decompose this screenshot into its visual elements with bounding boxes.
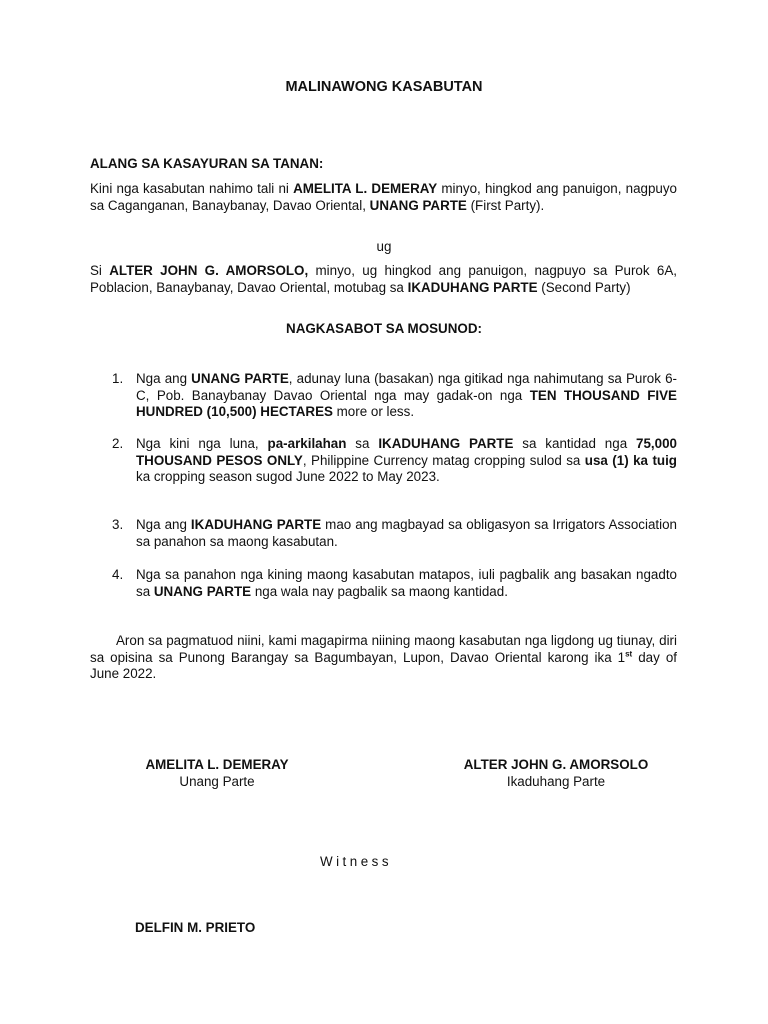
list-item-text	[136, 517, 677, 550]
text-span: mao ang magbayad sa obligasyon sa Irrigators Association sa panahon sa maong kasabutan.	[136, 517, 677, 549]
party2-text-1: Si	[90, 263, 110, 278]
agreement-heading: NAGKASABOT SA MOSUNOD:	[286, 321, 482, 336]
text-span: Nga kini nga luna,	[136, 436, 268, 451]
text-span: ka cropping season sugod June 2022 to May 2023.	[136, 469, 440, 484]
bold-span: usa (1) ka tuig	[584, 452, 677, 468]
signature-block-first-party	[117, 757, 317, 790]
document-title: MALINAWONG KASABUTAN	[285, 79, 483, 95]
text-span: Nga ang	[136, 517, 191, 532]
list-item	[112, 371, 677, 421]
bold-span: IKADUHANG PARTE	[190, 517, 322, 532]
text-span: more or less.	[332, 404, 415, 419]
signature-block-second-party	[436, 757, 676, 790]
signatory-name: AMELITA L. DEMERAY	[145, 757, 289, 772]
signatory-role: Unang Parte	[179, 773, 255, 789]
second-party-role: IKADUHANG PARTE	[407, 279, 538, 295]
bold-span: 75,000 THOUSAND PESOS ONLY	[136, 436, 677, 468]
text-span: sa	[346, 436, 379, 451]
signatory-name: ALTER JOHN G. AMORSOLO	[463, 757, 649, 772]
salutation: ALANG SA KASAYURAN SA TANAN:	[90, 156, 324, 171]
list-item	[112, 567, 677, 600]
closing-text-2: day of June 2022.	[90, 649, 678, 681]
text-span: sa kantidad nga	[513, 436, 637, 451]
list-item-number: 2.	[112, 436, 124, 451]
list-item-number: 1.	[112, 371, 124, 386]
list-item-number: 4.	[112, 567, 124, 582]
bold-span: pa-arkilahan	[267, 436, 347, 451]
text-span: Nga ang	[136, 371, 192, 386]
text-span: nga wala nay pagbalik sa maong kantidad.	[251, 583, 508, 599]
text-span: , adunay luna (basakan) nga gitikad nga nahimutang sa Purok 6-C, Pob. Banaybanay Davao Oriental nga may gadak-on nga	[136, 371, 677, 403]
conjunction-ug	[0, 239, 768, 256]
first-party-role: UNANG PARTE	[369, 197, 467, 213]
witness-label: Witness	[319, 854, 393, 869]
ug-text: ug	[376, 239, 392, 254]
second-party-paragraph	[90, 263, 677, 296]
list-item-text	[136, 371, 677, 421]
witness-name: DELFIN M. PRIETO	[135, 920, 256, 935]
party1-text-3: (First Party).	[466, 197, 545, 213]
ordinal-suffix: st	[625, 649, 633, 659]
signatory-role: Ikaduhang Parte	[506, 773, 606, 789]
list-item-text	[136, 436, 677, 486]
list-item-number: 3.	[112, 517, 124, 532]
closing-text-1: Aron sa pagmatuod niini, kami magapirma niining maong kasabutan nga ligdong ug tiunay, diri sa opisina sa Punong Barangay sa Bagumbayan, Lupon, Davao Oriental karong ika 1	[90, 633, 677, 665]
bold-span: IKADUHANG PARTE	[378, 436, 514, 451]
text-span: , Philippine Currency matag cropping sulod sa	[302, 452, 585, 468]
first-party-name: AMELITA L. DEMERAY	[293, 181, 438, 196]
bold-span: UNANG PARTE	[153, 583, 252, 599]
closing-paragraph	[90, 633, 677, 683]
list-item-text	[136, 567, 677, 600]
list-item	[112, 517, 677, 550]
text-span: Nga sa panahon nga kining maong kasabutan matapos, iuli pagbalik ang basakan ngadto sa	[136, 567, 677, 599]
list-item	[112, 436, 677, 486]
bold-span: TEN THOUSAND FIVE HUNDRED (10,500) HECTARES	[136, 387, 677, 419]
first-party-paragraph	[90, 181, 677, 214]
party1-text-1: Kini nga kasabutan nahimo tali ni	[90, 181, 294, 196]
party2-text-2: minyo, ug hingkod ang panuigon, nagpuyo sa Purok 6A, Poblacion, Banaybanay, Davao Oriental, motubag sa	[90, 263, 677, 295]
bold-span: UNANG PARTE	[191, 371, 289, 386]
party1-text-2: minyo, hingkod ang panuigon, nagpuyo sa Caganganan, Banaybanay, Davao Oriental,	[90, 181, 678, 213]
party2-text-3: (Second Party)	[537, 279, 631, 295]
second-party-name: ALTER JOHN G. AMORSOLO,	[109, 263, 309, 278]
